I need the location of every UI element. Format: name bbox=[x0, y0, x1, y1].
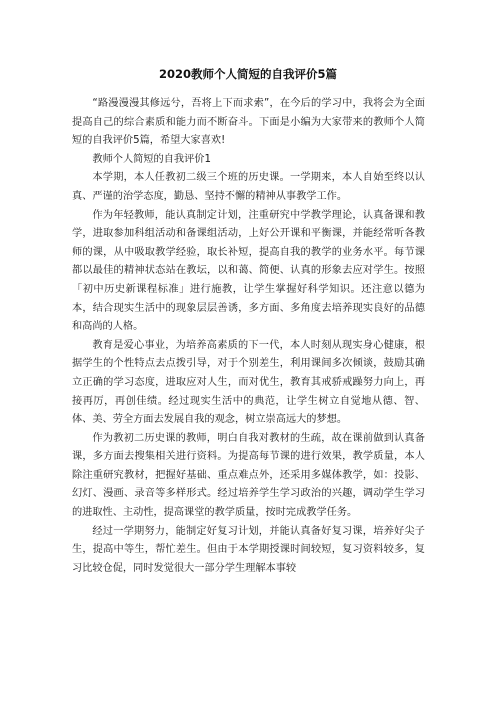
body-paragraph: 本学期，本人任教初二级三个班的历史课。一学期来，本人自始至终以认真、严谨的治学态度，勤恳、坚持不懈的精神从事教学工作。 bbox=[72, 172, 425, 202]
body-paragraph: 经过一学期努力，能制定好复习计划，并能认真备好复习课，培养好尖子生，提高中等生，帮忙差生。但由于本学期授课时间较短，复习资料较多，复习比较仓促，同时发觉很大一部分学生理解本事较 bbox=[72, 525, 425, 574]
body-paragraph: 作为年轻教师，能认真制定计划，注重研究中学教学理论，认真备课和教学，进取参加科组活动和备课组活动，上好公开课和平衡课，并能经常听各教师的课，从中吸取教学经验，取长补短，提高自我的教学的业务水平。每节课都以最佳的精神状态站在教坛，以和蔼、简便、认真的形象去应对学生。按照「初中历史新课程标准」进行施教，让学生掌握好科学知识。还注意以德为本，结合现实生活中的现象层层善诱，多方面、多角度去培养现实良好的品德和高尚的人格。 bbox=[72, 209, 425, 333]
body-paragraph: 教育是爱心事业，为培养高素质的下一代，本人时刻从现实身心健康，根据学生的个性特点去点拨引导，对于个别差生，利用课间多次倾谈，鼓励其确立正确的学习态度，进取应对人生，而对优生，教育其戒骄戒躁努力向上，再接再厉，再创佳绩。经过现实生活中的典范，让学生树立自觉地从德、智、体、美、劳全方面去发展自我的观念，树立崇高远大的梦想。 bbox=[72, 339, 425, 426]
section-heading: 教师个人简短的自我评价1 bbox=[92, 153, 211, 165]
body-paragraph: 作为教初二历史课的教师，明白自我对教材的生疏，故在课前做到认真备课，多方面去搜集相关进行资料。为提高每节课的进行效果，教学质量，本人除注重研究教材，把握好基础、重点难点外，还采用多媒体教学，如：投影、幻灯、漫画、录音等多样形式。经过培养学生学习政治的兴趣，调动学生学习的进取性、主动性，提高课堂的教学质量，按时完成教学任务。 bbox=[72, 432, 425, 519]
document-title: 2020教师个人简短的自我评价5篇 bbox=[158, 67, 337, 81]
document-body bbox=[72, 95, 425, 578]
intro-paragraph: “路漫漫漫其修远兮，吾将上下而求索”，在今后的学习中，我将会为全面提高自己的综合素质和能力而不断奋斗。下面是小编为大家带来的教师个人简短的自我评价5篇，希望大家喜欢! bbox=[72, 98, 425, 147]
